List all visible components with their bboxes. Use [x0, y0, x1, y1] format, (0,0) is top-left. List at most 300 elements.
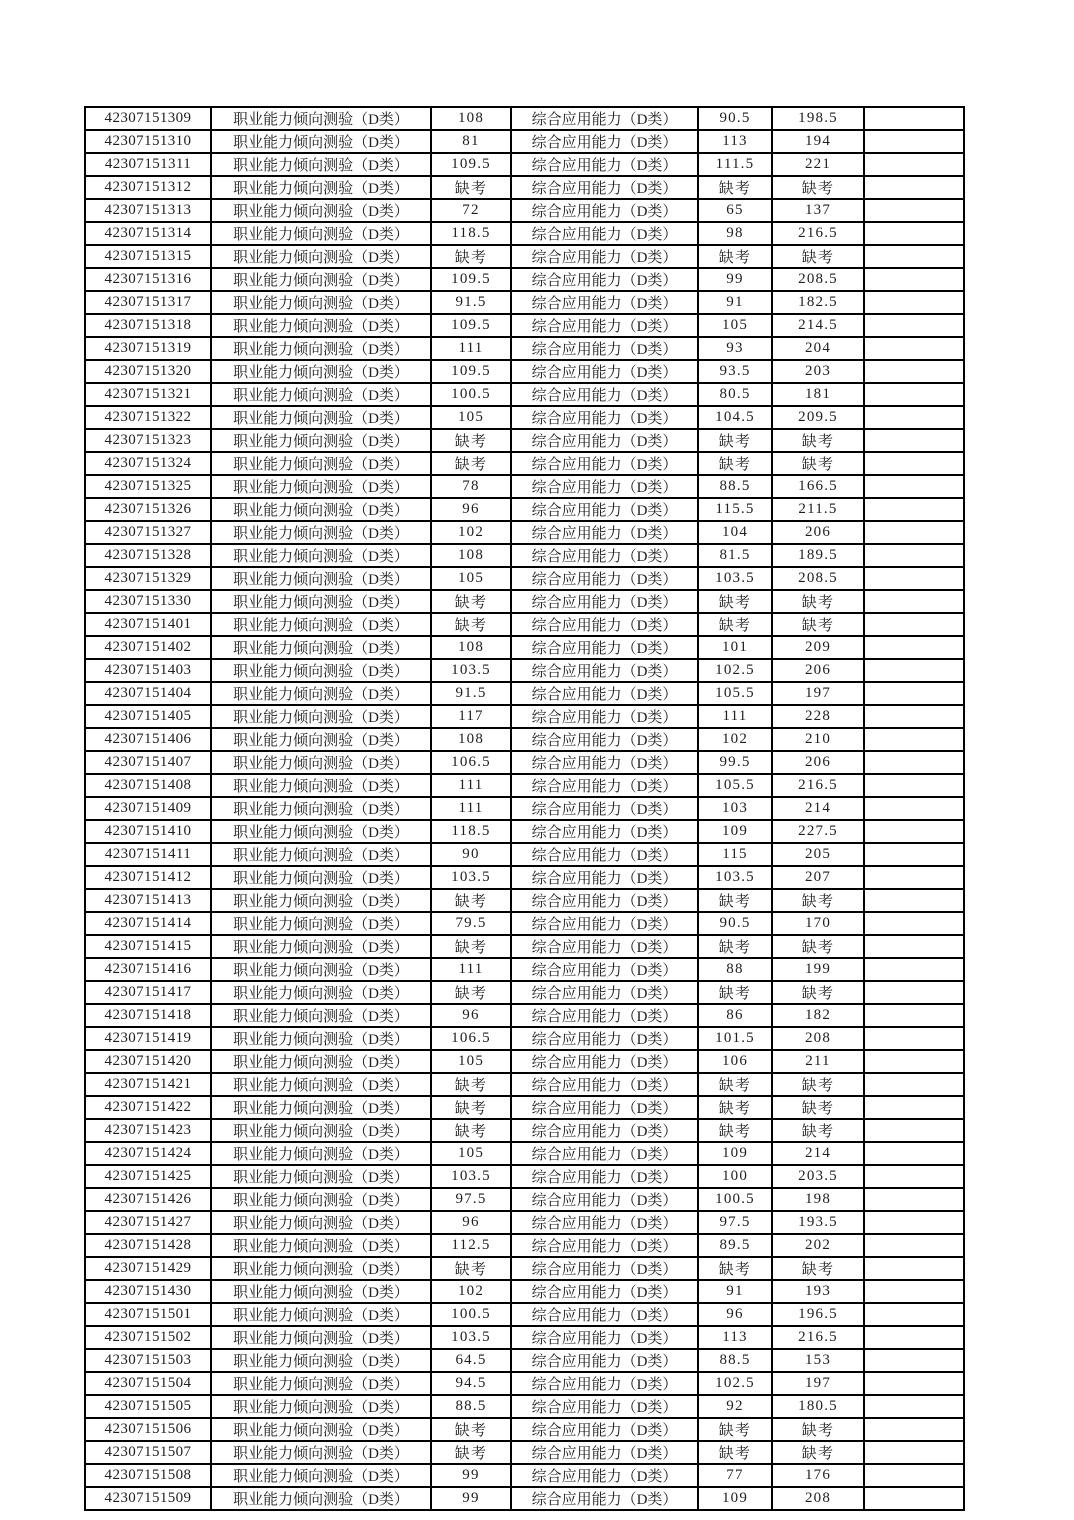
score-table-body: [85, 107, 964, 1510]
table-row: [85, 1004, 964, 1027]
cell-subject1-name: 职业能力倾向测验（D类）: [211, 268, 431, 291]
cell-candidate-id: 42307151505: [85, 1395, 211, 1418]
table-row: [85, 1211, 964, 1234]
cell-total-score: 208.5: [772, 268, 864, 291]
cell-candidate-id: 42307151410: [85, 820, 211, 843]
cell-total-score: 209: [772, 636, 864, 659]
table-row: [85, 1073, 964, 1096]
cell-subject2-name: 综合应用能力（D类）: [511, 958, 698, 981]
cell-total-score: 缺考: [772, 935, 864, 958]
cell-total-score: 202: [772, 1234, 864, 1257]
cell-subject1-name: 职业能力倾向测验（D类）: [211, 222, 431, 245]
cell-candidate-id: 42307151419: [85, 1027, 211, 1050]
cell-candidate-id: 42307151314: [85, 222, 211, 245]
cell-blank: [864, 705, 964, 728]
cell-subject1-score: 缺考: [431, 1096, 511, 1119]
cell-subject2-score: 103: [698, 797, 772, 820]
cell-subject1-score: 缺考: [431, 1257, 511, 1280]
cell-total-score: 缺考: [772, 176, 864, 199]
cell-candidate-id: 42307151330: [85, 590, 211, 613]
cell-candidate-id: 42307151323: [85, 429, 211, 452]
cell-subject1-score: 106.5: [431, 751, 511, 774]
cell-subject1-name: 职业能力倾向测验（D类）: [211, 728, 431, 751]
cell-subject2-score: 缺考: [698, 889, 772, 912]
cell-blank: [864, 682, 964, 705]
table-row: [85, 889, 964, 912]
cell-candidate-id: 42307151415: [85, 935, 211, 958]
cell-total-score: 196.5: [772, 1303, 864, 1326]
cell-blank: [864, 751, 964, 774]
cell-subject2-name: 综合应用能力（D类）: [511, 1050, 698, 1073]
cell-candidate-id: 42307151405: [85, 705, 211, 728]
cell-subject2-score: 97.5: [698, 1211, 772, 1234]
cell-subject1-score: 118.5: [431, 222, 511, 245]
cell-blank: [864, 337, 964, 360]
cell-blank: [864, 1303, 964, 1326]
cell-subject1-score: 103.5: [431, 659, 511, 682]
table-row: [85, 291, 964, 314]
table-row: [85, 981, 964, 1004]
table-row: [85, 498, 964, 521]
cell-total-score: 197: [772, 1372, 864, 1395]
cell-blank: [864, 797, 964, 820]
cell-candidate-id: 42307151501: [85, 1303, 211, 1326]
cell-subject2-name: 综合应用能力（D类）: [511, 544, 698, 567]
cell-subject1-name: 职业能力倾向测验（D类）: [211, 1395, 431, 1418]
cell-total-score: 缺考: [772, 429, 864, 452]
cell-subject1-name: 职业能力倾向测验（D类）: [211, 705, 431, 728]
cell-subject2-score: 102: [698, 728, 772, 751]
cell-subject1-name: 职业能力倾向测验（D类）: [211, 1027, 431, 1050]
cell-total-score: 197: [772, 682, 864, 705]
cell-blank: [864, 544, 964, 567]
cell-subject2-name: 综合应用能力（D类）: [511, 1257, 698, 1280]
cell-subject1-name: 职业能力倾向测验（D类）: [211, 1073, 431, 1096]
cell-subject1-name: 职业能力倾向测验（D类）: [211, 475, 431, 498]
cell-candidate-id: 42307151506: [85, 1418, 211, 1441]
table-row: [85, 107, 964, 130]
cell-subject1-name: 职业能力倾向测验（D类）: [211, 383, 431, 406]
cell-subject1-name: 职业能力倾向测验（D类）: [211, 130, 431, 153]
cell-candidate-id: 42307151421: [85, 1073, 211, 1096]
cell-subject1-score: 缺考: [431, 981, 511, 1004]
table-row: [85, 912, 964, 935]
cell-blank: [864, 452, 964, 475]
cell-candidate-id: 42307151507: [85, 1441, 211, 1464]
cell-subject1-name: 职业能力倾向测验（D类）: [211, 567, 431, 590]
cell-subject2-name: 综合应用能力（D类）: [511, 452, 698, 475]
cell-subject1-score: 缺考: [431, 613, 511, 636]
table-row: [85, 590, 964, 613]
cell-blank: [864, 222, 964, 245]
cell-subject2-score: 105.5: [698, 774, 772, 797]
cell-candidate-id: 42307151401: [85, 613, 211, 636]
cell-total-score: 缺考: [772, 1119, 864, 1142]
cell-total-score: 207: [772, 866, 864, 889]
cell-total-score: 214.5: [772, 314, 864, 337]
cell-subject1-score: 81: [431, 130, 511, 153]
cell-total-score: 205: [772, 843, 864, 866]
cell-subject1-name: 职业能力倾向测验（D类）: [211, 1257, 431, 1280]
cell-subject2-score: 81.5: [698, 544, 772, 567]
cell-subject1-name: 职业能力倾向测验（D类）: [211, 935, 431, 958]
cell-candidate-id: 42307151418: [85, 1004, 211, 1027]
cell-subject1-score: 缺考: [431, 590, 511, 613]
cell-subject2-score: 88.5: [698, 475, 772, 498]
cell-subject2-name: 综合应用能力（D类）: [511, 1073, 698, 1096]
cell-subject2-score: 96: [698, 1303, 772, 1326]
cell-candidate-id: 42307151427: [85, 1211, 211, 1234]
cell-blank: [864, 935, 964, 958]
table-row: [85, 222, 964, 245]
cell-total-score: 缺考: [772, 1441, 864, 1464]
table-row: [85, 797, 964, 820]
table-row: [85, 1372, 964, 1395]
cell-subject2-name: 综合应用能力（D类）: [511, 314, 698, 337]
cell-candidate-id: 42307151502: [85, 1326, 211, 1349]
cell-candidate-id: 42307151328: [85, 544, 211, 567]
table-row: [85, 1349, 964, 1372]
cell-subject2-name: 综合应用能力（D类）: [511, 245, 698, 268]
table-row: [85, 199, 964, 222]
cell-blank: [864, 1096, 964, 1119]
cell-total-score: 203: [772, 360, 864, 383]
cell-candidate-id: 42307151408: [85, 774, 211, 797]
cell-subject1-name: 职业能力倾向测验（D类）: [211, 843, 431, 866]
cell-total-score: 194: [772, 130, 864, 153]
cell-subject2-score: 99: [698, 268, 772, 291]
table-row: [85, 728, 964, 751]
cell-subject2-score: 102.5: [698, 1372, 772, 1395]
cell-candidate-id: 42307151407: [85, 751, 211, 774]
cell-subject2-score: 102.5: [698, 659, 772, 682]
cell-candidate-id: 42307151504: [85, 1372, 211, 1395]
cell-subject2-score: 100.5: [698, 1188, 772, 1211]
cell-subject2-score: 65: [698, 199, 772, 222]
cell-subject2-name: 综合应用能力（D类）: [511, 774, 698, 797]
cell-subject2-score: 103.5: [698, 866, 772, 889]
cell-total-score: 166.5: [772, 475, 864, 498]
cell-subject2-name: 综合应用能力（D类）: [511, 820, 698, 843]
cell-total-score: 153: [772, 1349, 864, 1372]
cell-blank: [864, 613, 964, 636]
cell-subject1-score: 108: [431, 728, 511, 751]
cell-subject1-score: 缺考: [431, 935, 511, 958]
cell-blank: [864, 843, 964, 866]
cell-blank: [864, 406, 964, 429]
cell-blank: [864, 429, 964, 452]
cell-subject2-score: 缺考: [698, 1073, 772, 1096]
cell-candidate-id: 42307151311: [85, 153, 211, 176]
table-row: [85, 751, 964, 774]
cell-total-score: 缺考: [772, 1096, 864, 1119]
cell-total-score: 137: [772, 199, 864, 222]
table-row: [85, 176, 964, 199]
cell-subject1-name: 职业能力倾向测验（D类）: [211, 406, 431, 429]
cell-total-score: 209.5: [772, 406, 864, 429]
cell-subject2-name: 综合应用能力（D类）: [511, 613, 698, 636]
cell-candidate-id: 42307151416: [85, 958, 211, 981]
cell-subject2-score: 77: [698, 1464, 772, 1487]
cell-candidate-id: 42307151309: [85, 107, 211, 130]
cell-subject2-name: 综合应用能力（D类）: [511, 1211, 698, 1234]
cell-subject2-score: 缺考: [698, 1096, 772, 1119]
cell-candidate-id: 42307151414: [85, 912, 211, 935]
cell-blank: [864, 889, 964, 912]
cell-blank: [864, 1280, 964, 1303]
cell-blank: [864, 981, 964, 1004]
cell-subject2-score: 缺考: [698, 1418, 772, 1441]
cell-subject1-name: 职业能力倾向测验（D类）: [211, 1349, 431, 1372]
table-row: [85, 774, 964, 797]
cell-subject2-name: 综合应用能力（D类）: [511, 176, 698, 199]
cell-subject2-name: 综合应用能力（D类）: [511, 521, 698, 544]
cell-subject1-score: 109.5: [431, 314, 511, 337]
cell-subject1-name: 职业能力倾向测验（D类）: [211, 314, 431, 337]
cell-subject2-score: 80.5: [698, 383, 772, 406]
cell-subject1-score: 79.5: [431, 912, 511, 935]
cell-candidate-id: 42307151509: [85, 1487, 211, 1510]
cell-subject1-score: 97.5: [431, 1188, 511, 1211]
cell-subject2-name: 综合应用能力（D类）: [511, 1464, 698, 1487]
cell-candidate-id: 42307151403: [85, 659, 211, 682]
table-row: [85, 1280, 964, 1303]
cell-candidate-id: 42307151325: [85, 475, 211, 498]
cell-total-score: 182: [772, 1004, 864, 1027]
cell-blank: [864, 383, 964, 406]
cell-total-score: 缺考: [772, 889, 864, 912]
cell-total-score: 221: [772, 153, 864, 176]
cell-subject1-score: 105: [431, 406, 511, 429]
table-row: [85, 153, 964, 176]
cell-blank: [864, 1441, 964, 1464]
cell-candidate-id: 42307151310: [85, 130, 211, 153]
cell-blank: [864, 1188, 964, 1211]
cell-blank: [864, 1073, 964, 1096]
cell-total-score: 181: [772, 383, 864, 406]
cell-candidate-id: 42307151406: [85, 728, 211, 751]
cell-subject2-score: 93: [698, 337, 772, 360]
cell-subject1-score: 99: [431, 1464, 511, 1487]
cell-candidate-id: 42307151411: [85, 843, 211, 866]
cell-candidate-id: 42307151425: [85, 1165, 211, 1188]
table-row: [85, 360, 964, 383]
cell-candidate-id: 42307151317: [85, 291, 211, 314]
cell-subject1-score: 102: [431, 521, 511, 544]
cell-subject1-name: 职业能力倾向测验（D类）: [211, 820, 431, 843]
cell-subject2-score: 缺考: [698, 452, 772, 475]
cell-subject1-score: 103.5: [431, 1165, 511, 1188]
table-row: [85, 1487, 964, 1510]
cell-subject1-score: 91.5: [431, 682, 511, 705]
cell-subject2-name: 综合应用能力（D类）: [511, 1395, 698, 1418]
cell-total-score: 203.5: [772, 1165, 864, 1188]
cell-total-score: 缺考: [772, 452, 864, 475]
cell-total-score: 206: [772, 659, 864, 682]
cell-subject1-name: 职业能力倾向测验（D类）: [211, 1464, 431, 1487]
table-row: [85, 268, 964, 291]
cell-total-score: 缺考: [772, 590, 864, 613]
cell-subject1-name: 职业能力倾向测验（D类）: [211, 153, 431, 176]
table-row: [85, 1165, 964, 1188]
table-row: [85, 130, 964, 153]
table-row: [85, 705, 964, 728]
cell-candidate-id: 42307151312: [85, 176, 211, 199]
cell-blank: [864, 1027, 964, 1050]
cell-total-score: 缺考: [772, 1073, 864, 1096]
cell-subject1-name: 职业能力倾向测验（D类）: [211, 107, 431, 130]
cell-subject2-name: 综合应用能力（D类）: [511, 107, 698, 130]
cell-total-score: 216.5: [772, 222, 864, 245]
cell-subject1-score: 102: [431, 1280, 511, 1303]
table-row: [85, 1050, 964, 1073]
cell-blank: [864, 1372, 964, 1395]
table-row: [85, 1096, 964, 1119]
cell-blank: [864, 1050, 964, 1073]
cell-subject1-score: 112.5: [431, 1234, 511, 1257]
cell-subject1-name: 职业能力倾向测验（D类）: [211, 544, 431, 567]
cell-subject1-name: 职业能力倾向测验（D类）: [211, 889, 431, 912]
cell-subject2-score: 缺考: [698, 935, 772, 958]
cell-subject2-name: 综合应用能力（D类）: [511, 1487, 698, 1510]
table-row: [85, 1257, 964, 1280]
cell-subject2-score: 缺考: [698, 981, 772, 1004]
table-row: [85, 659, 964, 682]
cell-total-score: 198.5: [772, 107, 864, 130]
cell-total-score: 228: [772, 705, 864, 728]
cell-subject1-score: 105: [431, 1142, 511, 1165]
cell-candidate-id: 42307151404: [85, 682, 211, 705]
cell-subject2-name: 综合应用能力（D类）: [511, 981, 698, 1004]
cell-subject2-score: 86: [698, 1004, 772, 1027]
cell-total-score: 193.5: [772, 1211, 864, 1234]
cell-candidate-id: 42307151420: [85, 1050, 211, 1073]
cell-subject1-name: 职业能力倾向测验（D类）: [211, 751, 431, 774]
cell-total-score: 227.5: [772, 820, 864, 843]
cell-subject1-name: 职业能力倾向测验（D类）: [211, 636, 431, 659]
cell-subject1-name: 职业能力倾向测验（D类）: [211, 958, 431, 981]
cell-subject2-score: 缺考: [698, 613, 772, 636]
cell-blank: [864, 774, 964, 797]
cell-subject2-name: 综合应用能力（D类）: [511, 153, 698, 176]
cell-total-score: 216.5: [772, 1326, 864, 1349]
cell-blank: [864, 912, 964, 935]
table-row: [85, 1142, 964, 1165]
score-table-wrap: [84, 106, 965, 1511]
cell-blank: [864, 1004, 964, 1027]
cell-subject2-score: 缺考: [698, 429, 772, 452]
cell-total-score: 缺考: [772, 1418, 864, 1441]
cell-subject2-name: 综合应用能力（D类）: [511, 1142, 698, 1165]
cell-subject2-name: 综合应用能力（D类）: [511, 406, 698, 429]
cell-candidate-id: 42307151316: [85, 268, 211, 291]
cell-total-score: 182.5: [772, 291, 864, 314]
cell-blank: [864, 1211, 964, 1234]
table-row: [85, 544, 964, 567]
cell-subject2-name: 综合应用能力（D类）: [511, 130, 698, 153]
cell-subject2-score: 104: [698, 521, 772, 544]
cell-subject2-score: 101: [698, 636, 772, 659]
cell-subject1-score: 106.5: [431, 1027, 511, 1050]
cell-candidate-id: 42307151429: [85, 1257, 211, 1280]
cell-total-score: 193: [772, 1280, 864, 1303]
cell-subject2-score: 缺考: [698, 590, 772, 613]
cell-candidate-id: 42307151320: [85, 360, 211, 383]
cell-blank: [864, 314, 964, 337]
cell-subject1-name: 职业能力倾向测验（D类）: [211, 176, 431, 199]
cell-subject2-name: 综合应用能力（D类）: [511, 268, 698, 291]
cell-subject1-name: 职业能力倾向测验（D类）: [211, 1211, 431, 1234]
cell-subject2-score: 89.5: [698, 1234, 772, 1257]
cell-subject2-score: 缺考: [698, 1119, 772, 1142]
cell-subject1-score: 96: [431, 1004, 511, 1027]
table-row: [85, 1464, 964, 1487]
cell-total-score: 208.5: [772, 567, 864, 590]
cell-subject2-score: 93.5: [698, 360, 772, 383]
cell-blank: [864, 475, 964, 498]
cell-subject1-score: 64.5: [431, 1349, 511, 1372]
cell-subject1-score: 88.5: [431, 1395, 511, 1418]
table-row: [85, 1119, 964, 1142]
cell-subject1-name: 职业能力倾向测验（D类）: [211, 1326, 431, 1349]
cell-subject1-score: 105: [431, 1050, 511, 1073]
cell-subject1-score: 117: [431, 705, 511, 728]
cell-subject2-name: 综合应用能力（D类）: [511, 912, 698, 935]
cell-subject1-name: 职业能力倾向测验（D类）: [211, 866, 431, 889]
cell-subject2-score: 111.5: [698, 153, 772, 176]
table-row: [85, 843, 964, 866]
cell-total-score: 208: [772, 1487, 864, 1510]
cell-blank: [864, 1326, 964, 1349]
cell-subject1-score: 111: [431, 958, 511, 981]
cell-total-score: 214: [772, 1142, 864, 1165]
cell-subject1-score: 缺考: [431, 1073, 511, 1096]
cell-subject1-score: 100.5: [431, 383, 511, 406]
cell-subject1-name: 职业能力倾向测验（D类）: [211, 429, 431, 452]
cell-subject1-score: 72: [431, 199, 511, 222]
table-row: [85, 1395, 964, 1418]
cell-subject1-name: 职业能力倾向测验（D类）: [211, 1096, 431, 1119]
cell-blank: [864, 820, 964, 843]
cell-total-score: 180.5: [772, 1395, 864, 1418]
cell-subject2-score: 91: [698, 291, 772, 314]
cell-blank: [864, 590, 964, 613]
cell-subject2-name: 综合应用能力（D类）: [511, 1027, 698, 1050]
cell-blank: [864, 1349, 964, 1372]
cell-candidate-id: 42307151315: [85, 245, 211, 268]
table-row: [85, 866, 964, 889]
cell-subject2-name: 综合应用能力（D类）: [511, 199, 698, 222]
cell-subject1-name: 职业能力倾向测验（D类）: [211, 1441, 431, 1464]
cell-subject1-name: 职业能力倾向测验（D类）: [211, 1303, 431, 1326]
cell-subject1-name: 职业能力倾向测验（D类）: [211, 1418, 431, 1441]
cell-total-score: 210: [772, 728, 864, 751]
cell-subject1-score: 缺考: [431, 429, 511, 452]
cell-subject2-score: 104.5: [698, 406, 772, 429]
table-row: [85, 636, 964, 659]
cell-subject1-score: 103.5: [431, 866, 511, 889]
cell-subject1-score: 109.5: [431, 268, 511, 291]
cell-blank: [864, 567, 964, 590]
cell-blank: [864, 360, 964, 383]
cell-candidate-id: 42307151324: [85, 452, 211, 475]
cell-subject1-score: 109.5: [431, 360, 511, 383]
cell-total-score: 199: [772, 958, 864, 981]
table-row: [85, 406, 964, 429]
cell-subject2-name: 综合应用能力（D类）: [511, 935, 698, 958]
table-row: [85, 452, 964, 475]
cell-subject2-name: 综合应用能力（D类）: [511, 1326, 698, 1349]
